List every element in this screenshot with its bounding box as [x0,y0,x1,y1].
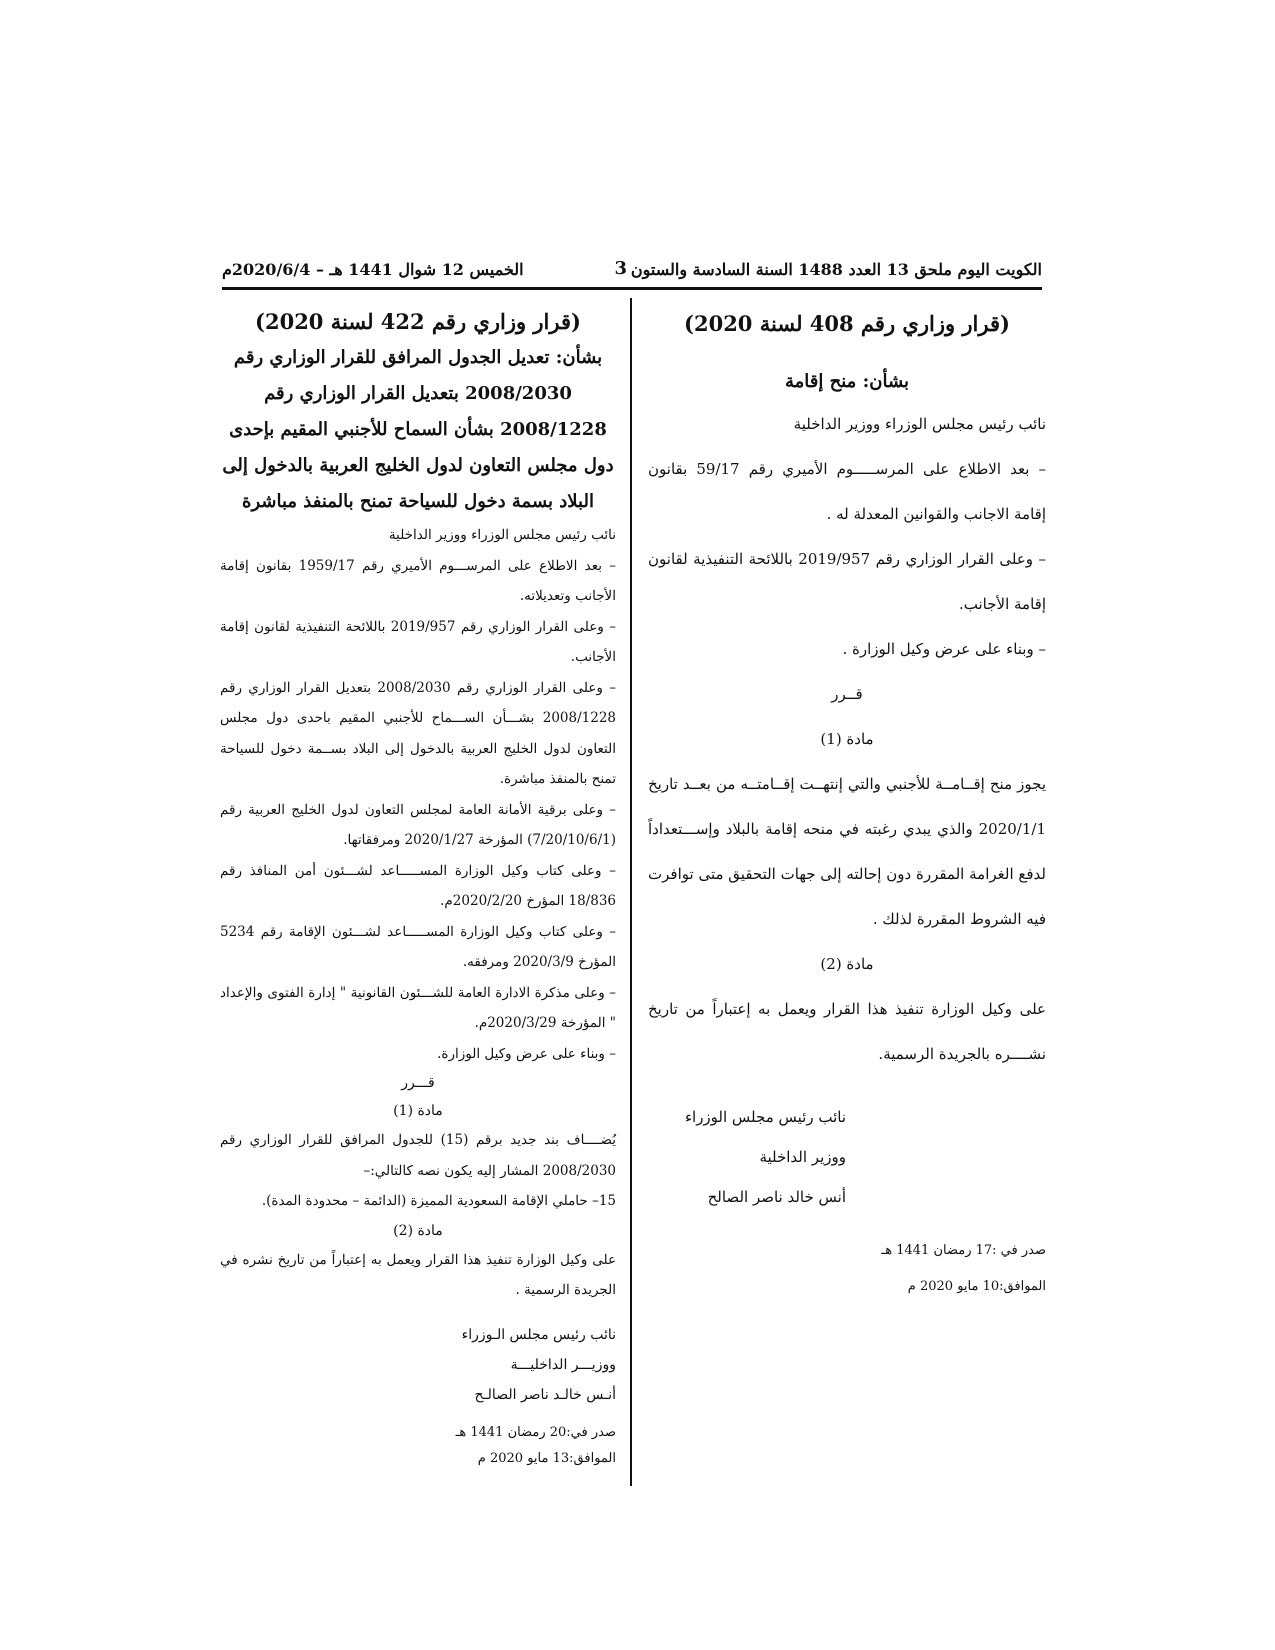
decree-title: (قرار وزاري رقم 408 لسنة 2020) [684,311,1010,336]
article-heading: مادة (1) [393,1103,443,1119]
subject-line: البلاد بسمة دخول للسياحة تمنح بالمنفذ مباشرة [242,491,594,512]
article-heading: مادة (1) [820,730,874,748]
article-item: 15– حاملي الإقامة السعودية المميزة (الدائمة – محدودة المدة). [261,1193,616,1209]
recital: – وعلى كتاب وكيل الوزارة المســـــاعد لشـــئون أمن المنافذ رقم 18/836 المؤرخ 2020/2/20م. [220,862,616,909]
subject-line: 2008/1228 بشأن السماح للأجنبي المقيم بإحدى [229,419,607,440]
subject-line: 2008/2030 بتعديل القرار الوزاري رقم [264,383,572,404]
signature-title: نائب رئيس مجلس الـوزراء [461,1326,616,1343]
recital: – وعلى كتاب وكيل الوزارة المســـــاعد لشـــئون الإقامة رقم 5234 المؤرخ 2020/3/9 ومرفقه. [220,923,616,970]
issued-hijri: صدر في :17 رمضان 1441 هـ [881,1243,1046,1258]
article-text: على وكيل الوزارة تنفيذ هذا القرار ويعمل به إعتباراً من تاريخ نشره في الجريدة الرسمية . [220,1251,616,1298]
subject-line: دول مجلس التعاون لدول الخليج العربية بالدخول إلى [222,455,614,476]
subject-line: بشأن: تعديل الجدول المرافق للقرار الوزاري رقم [233,347,603,368]
article-text: على وكيل الوزارة تنفيذ هذا القرار ويعمل به إعتباراً من تاريخ نشــــره بالجريدة الرسمية. [648,1000,1046,1063]
header-rule [222,287,1042,290]
issuer-line: نائب رئيس مجلس الوزراء ووزير الداخلية [388,527,616,543]
recital: – بعد الاطلاع على المرســـــوم الأميري رقم 59/17 بقانون إقامة الاجانب والقوانين المعدلة له . [648,460,1046,523]
decree-subject [220,340,616,520]
issuer-line: نائب رئيس مجلس الوزراء ووزير الداخلية [793,415,1046,433]
signature-block [220,1320,616,1410]
signature-title: ووزير الداخلية [759,1148,846,1166]
header-publication: الكويت اليوم ملحق 13 العدد 1488 السنة السادسة والستون [630,260,1042,279]
article-text: يُضــــاف بند جديد برقم (15) للجدول المرافق للقرار الوزاري رقم 2008/2030 المشار إليه يكون نصه كالتالي:– [220,1132,617,1179]
header-date: الخميس 12 شوال 1441 هـ – 2020/6/4م [222,260,524,279]
decree-title: (قرار وزاري رقم 422 لسنة 2020) [255,309,581,334]
page-number: 3 [614,258,627,279]
recital: – بعد الاطلاع على المرســـوم الأميري رقم 1959/17 بقانون إقامة الأجانب وتعديلاته. [220,557,616,604]
article-heading: مادة (2) [393,1222,443,1239]
decided-heading: قــرر [831,685,863,703]
recital: – وعلى القرار الوزاري رقم 2008/2030 بتعديل القرار الوزاري رقم 2008/1228 بشـــأن الســـماح للأجنبي المقيم باحدى دول مجلس التعاون لدول الخليج العربية بالدخول إلى البلاد بســمة دخول للسياحة تمنح بالمنفذ مباشرة. [220,679,616,787]
recital: – وبناء على عرض وكيل الوزارة. [437,1045,616,1062]
recital: – وعلى برقية الأمانة العامة لمجلس التعاون لدول الخليج العربية رقم (7/20/10/6/1) المؤرخة 2020/1/27 ومرفقاتها. [220,801,616,848]
signature-name: أنـس خالـد ناصر الصالـح [474,1386,616,1403]
page-header [222,256,1042,284]
issued-hijri: صدر في:20 رمضان 1441 هـ [455,1424,616,1440]
decree-408-column [648,300,1046,1305]
column-divider [630,298,632,1486]
issued-date-block [648,1233,1046,1305]
signature-title: ووزيـــر الداخليـــة [510,1356,616,1373]
recital: – وبناء على عرض وكيل الوزارة . [842,640,1046,658]
issued-gregorian: الموافق:10 مايو 2020 م [907,1279,1046,1294]
signature-name: أنس خالد ناصر الصالح [707,1188,846,1206]
signature-title: نائب رئيس مجلس الوزراء [684,1108,846,1126]
recital: – وعلى القرار الوزاري رقم 2019/957 باللائحة التنفيذية لقانون إقامة الأجانب. [220,618,616,665]
recital: – وعلى مذكرة الادارة العامة للشـــئون القانونية " إدارة الفتوى والإعداد " المؤرخة 2020/3/29م. [220,984,616,1031]
issued-date-block [220,1420,616,1472]
article-heading: مادة (2) [820,955,874,973]
decree-subject: بشأن: منح إقامة [784,371,910,392]
issued-gregorian: الموافق:13 مايو 2020 م [477,1450,616,1466]
recital: – وعلى القرار الوزاري رقم 2019/957 باللائحة التنفيذية لقانون إقامة الأجانب. [648,550,1046,613]
signature-block [648,1097,1046,1217]
article-text: يجوز منح إقــامــة للأجنبي والتي إنتهــت إقــامتــه من بعــد تاريخ 2020/1/1 والذي يبدي رغبته في منحه إقامة بالبلاد وإســـتعداداً لدفع الغرامة المقررة دون إحالته إلى جهات التحقيق متى توافرت فيه الشروط المقررة لذلك . [648,775,1046,928]
decided-heading: قـــرر [401,1075,435,1091]
decree-422-column [220,300,616,1472]
